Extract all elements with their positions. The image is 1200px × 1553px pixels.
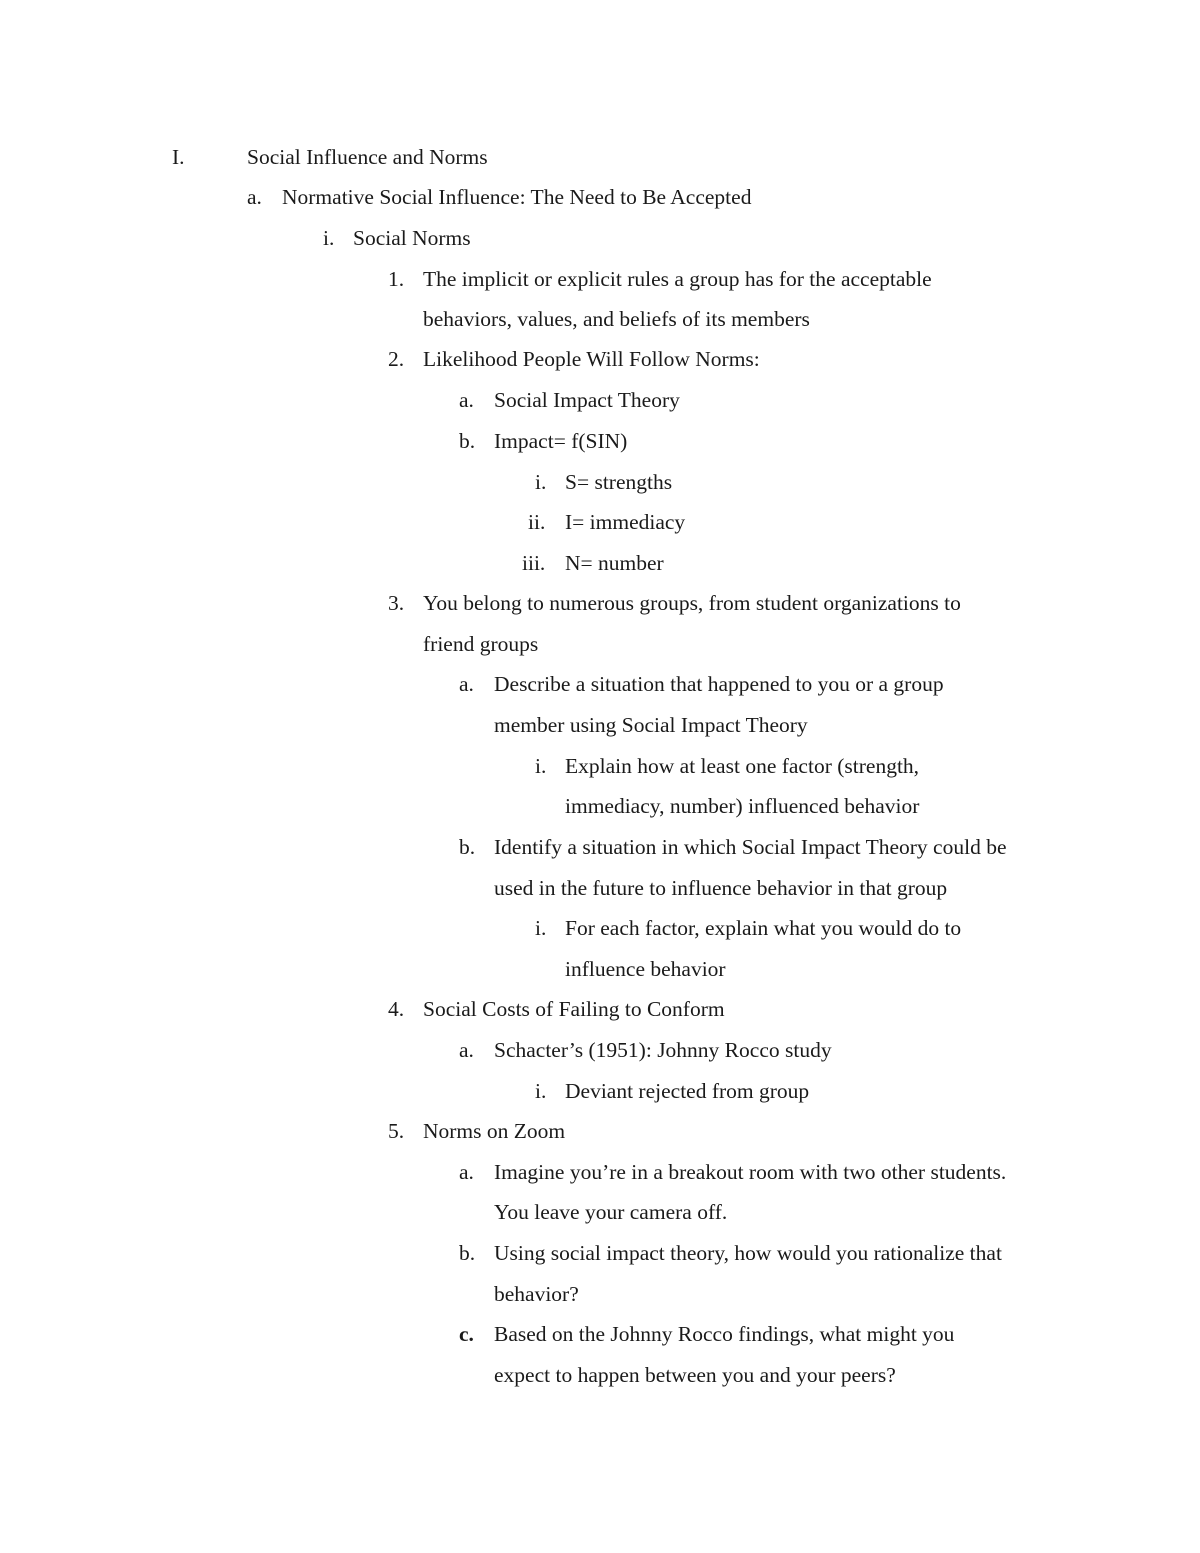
item-marker: b. (459, 1241, 476, 1265)
item-text: N= number (565, 551, 664, 575)
item-marker: 3. (388, 591, 405, 615)
item-text: immediacy, number) influenced behavior (565, 794, 920, 818)
item-marker: iii. (522, 551, 546, 575)
item-text: Schacter’s (1951): Johnny Rocco study (494, 1038, 832, 1062)
item-text: Impact= f(SIN) (494, 429, 628, 453)
item-marker: i. (535, 754, 547, 778)
item-text: For each factor, explain what you would do to (565, 916, 962, 940)
subsection-title: Normative Social Influence: The Need to Be Accepted (282, 185, 752, 209)
item-text: You belong to numerous groups, from student organizations to (423, 591, 961, 615)
item-marker: i. (535, 1079, 547, 1103)
item-text: member using Social Impact Theory (494, 713, 808, 737)
item-text: influence behavior (565, 957, 726, 981)
item-marker: ii. (528, 510, 546, 534)
item-text: Likelihood People Will Follow Norms: (423, 347, 760, 371)
item-text: Social Impact Theory (494, 388, 680, 412)
item-text: Explain how at least one factor (strength, (565, 754, 920, 778)
item-text: Describe a situation that happened to you or a group (494, 672, 944, 696)
item-text: behavior? (494, 1282, 579, 1306)
outline-marker-a: a. (247, 185, 262, 209)
item-text: friend groups (423, 632, 539, 656)
outline-marker-i: i. (323, 226, 335, 250)
item-marker: a. (459, 1160, 474, 1184)
item-marker: b. (459, 835, 476, 859)
subsubsection-title: Social Norms (353, 226, 471, 250)
item-text: Identify a situation in which Social Impact Theory could be (494, 835, 1007, 859)
item-marker: b. (459, 429, 476, 453)
item-marker: 5. (388, 1119, 405, 1143)
item-text: Imagine you’re in a breakout room with two other students. (494, 1160, 1007, 1184)
item-text: Deviant rejected from group (565, 1079, 810, 1103)
section-title: Social Influence and Norms (247, 145, 488, 169)
item-text: behaviors, values, and beliefs of its members (423, 307, 810, 331)
item-marker: a. (459, 1038, 474, 1062)
item-text: Based on the Johnny Rocco findings, what might you (494, 1322, 955, 1346)
item-text: Using social impact theory, how would you rationalize that (494, 1241, 1002, 1265)
item-text: I= immediacy (565, 510, 686, 534)
item-marker: i. (535, 470, 547, 494)
item-text: expect to happen between you and your peers? (494, 1363, 896, 1387)
item-text: used in the future to influence behavior in that group (494, 876, 948, 900)
item-marker: 4. (388, 997, 405, 1021)
item-text: S= strengths (565, 470, 673, 494)
item-text: Norms on Zoom (423, 1119, 566, 1143)
item-marker: c. (459, 1322, 474, 1346)
outline-marker-I: I. (172, 145, 185, 169)
item-marker: 2. (388, 347, 405, 371)
item-text: The implicit or explicit rules a group has for the acceptable (423, 267, 932, 291)
item-marker: a. (459, 672, 474, 696)
item-text: You leave your camera off. (494, 1200, 728, 1224)
item-marker: a. (459, 388, 474, 412)
item-marker: 1. (388, 267, 405, 291)
item-marker: i. (535, 916, 547, 940)
item-text: Social Costs of Failing to Conform (423, 997, 725, 1021)
